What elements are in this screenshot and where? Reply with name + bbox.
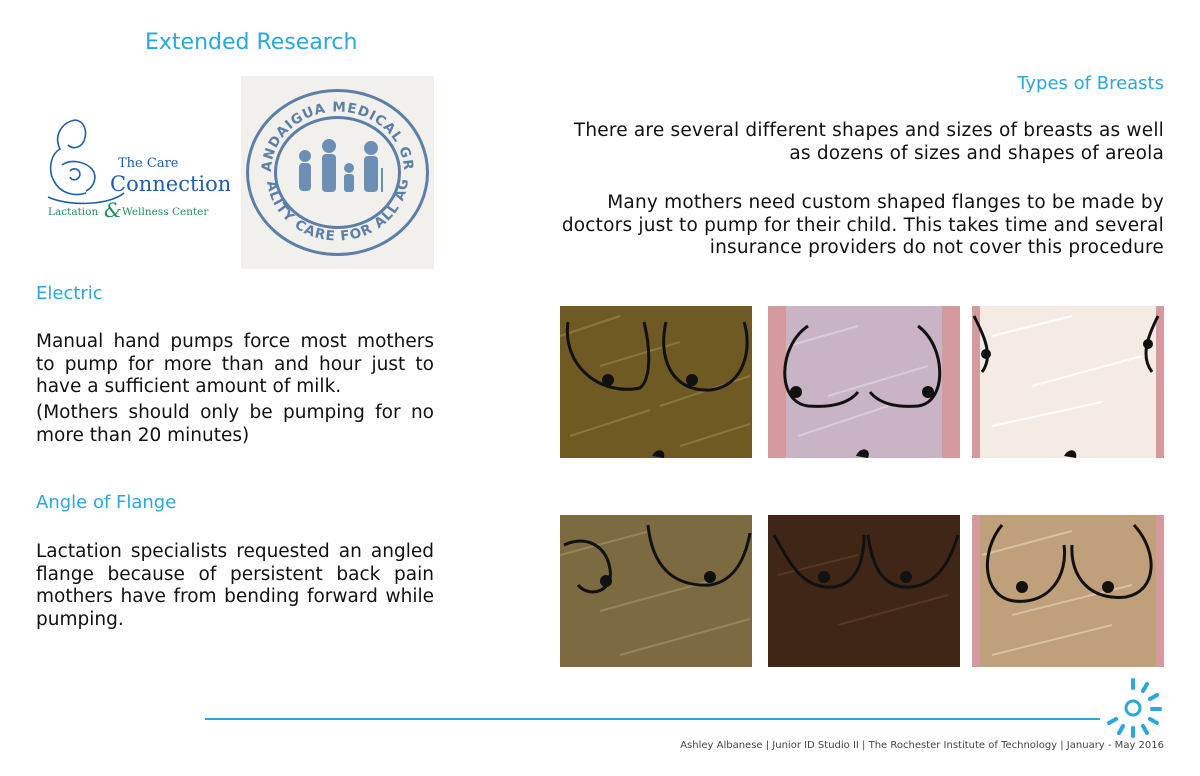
types-paragraph-2: Many mothers need custom shaped flanges to be made by doctors just to pump for their child. This takes time and several insurance providers do not cover this procedure: [561, 192, 1164, 258]
breast-illustration-2: [768, 306, 960, 458]
logo-line1: The Care: [118, 156, 179, 171]
canandaigua-medical-group-logo: [241, 76, 434, 269]
angle-of-flange-paragraph: Lactation specialists requested an angled flange because of persistent back pain mothers have from bending forward while pumping.: [36, 541, 434, 630]
logo-line3a: Lactation: [48, 206, 99, 218]
cmg-bottom-text: ALITY CARE FOR ALL AG: [263, 176, 413, 245]
care-connection-logo: [40, 115, 230, 225]
footer-credits: Ashley Albanese | Junior ID Studio II | The Rochester Institute of Technology | January - May 2016: [680, 740, 1164, 751]
sun-rays-logo: [1102, 676, 1164, 738]
page-title: Extended Research: [145, 30, 358, 55]
angle-of-flange-heading: Angle of Flange: [36, 492, 177, 513]
breast-illustration-3: [972, 306, 1164, 458]
types-paragraph-1: There are several different shapes and sizes of breasts as well as dozens of sizes and shapes of areola: [573, 120, 1164, 164]
logo-amp: &: [104, 198, 122, 222]
breast-illustration-1: [560, 306, 752, 458]
electric-heading: Electric: [36, 283, 103, 304]
breast-illustration-4: [560, 515, 752, 667]
breast-illustration-5: [768, 515, 960, 667]
types-of-breasts-heading: Types of Breasts: [1017, 73, 1164, 94]
electric-paragraph-2: (Mothers should only be pumping for no more than 20 minutes): [36, 402, 434, 446]
electric-paragraph-1: Manual hand pumps force most mothers to pump for more than and hour just to have a sufficient amount of milk.: [36, 331, 434, 397]
cmg-top-text: ANDAIGUA MEDICAL GR: [258, 99, 417, 173]
logo-line2: Connection: [110, 172, 230, 196]
logo-line3b: Wellness Center: [122, 206, 209, 218]
footer-divider: [205, 718, 1100, 720]
breast-illustration-6: [972, 515, 1164, 667]
